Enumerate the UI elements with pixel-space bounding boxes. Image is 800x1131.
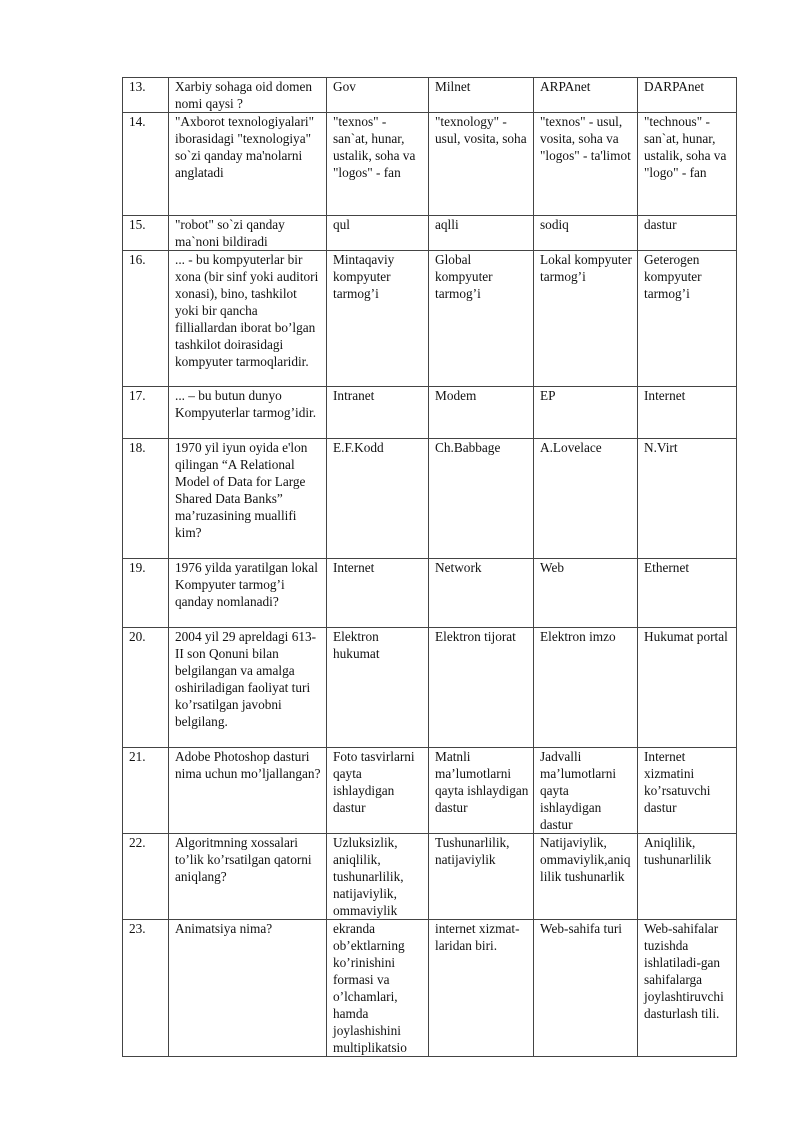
answer-d: dastur	[638, 216, 737, 251]
question-text: 2004 yil 29 apreldagi 613-II son Qonuni bilan belgilangan va amalga oshiriladigan faoliyat turi ko’rsatilgan javobni belgilang.	[169, 628, 327, 748]
answer-b: Elektron tijorat	[429, 628, 534, 748]
table-row	[123, 628, 737, 748]
answer-d: Ethernet	[638, 559, 737, 628]
question-text: "robot" so`zi qanday ma`noni bildiradi	[169, 216, 327, 251]
answer-c: EP	[534, 387, 638, 439]
answer-b: "texnology" - usul, vosita, soha	[429, 113, 534, 216]
answer-d: Hukumat portal	[638, 628, 737, 748]
question-number: 17.	[123, 387, 169, 439]
answer-a: Foto tasvirlarni qayta ishlaydigan dastur	[327, 748, 429, 834]
answer-a: "texnos" - san`at, hunar, ustalik, soha va "logos" - fan	[327, 113, 429, 216]
answer-a: Uzluksizlik, aniqlilik, tushunarlilik, natijaviylik, ommaviylik	[327, 834, 429, 920]
table-row	[123, 216, 737, 251]
answer-b: Milnet	[429, 78, 534, 113]
answer-c: Natijaviylik, ommaviylik,aniqlilik tushunarlik	[534, 834, 638, 920]
table-row	[123, 834, 737, 920]
answer-b: Ch.Babbage	[429, 439, 534, 559]
answer-a: Internet	[327, 559, 429, 628]
question-text: ... – bu butun dunyo Kompyuterlar tarmog’idir.	[169, 387, 327, 439]
table-row	[123, 113, 737, 216]
answer-a: Intranet	[327, 387, 429, 439]
answer-b: Network	[429, 559, 534, 628]
question-text: Animatsiya nima?	[169, 920, 327, 1057]
question-text: "Axborot texnologiyalari" iborasidagi "texnologiya" so`zi qanday ma'nolarni anglatadi	[169, 113, 327, 216]
answer-a: ekranda ob’ektlarning ko’rinishini formasi va o’lchamlari, hamda joylashishini multiplikatsio	[327, 920, 429, 1057]
answer-b: Matnli ma’lumotlarni qayta ishlaydigan dastur	[429, 748, 534, 834]
question-text: ... - bu kompyuterlar bir xona (bir sinf yoki auditori xonasi), bino, tashkilot yoki bir qancha filliallardan iborat bo’lgan tashkilot doirasidagi kompyuter tarmoqlaridir.	[169, 251, 327, 387]
answer-c: A.Lovelace	[534, 439, 638, 559]
table-row	[123, 439, 737, 559]
question-text: Adobe Photoshop dasturi nima uchun mo’ljallangan?	[169, 748, 327, 834]
answer-c: sodiq	[534, 216, 638, 251]
table-row	[123, 559, 737, 628]
table-row	[123, 251, 737, 387]
answer-d: "technous" - san`at, hunar, ustalik, soha va "logo" - fan	[638, 113, 737, 216]
question-number: 22.	[123, 834, 169, 920]
question-number: 19.	[123, 559, 169, 628]
answer-d: Internet	[638, 387, 737, 439]
answer-a: Gov	[327, 78, 429, 113]
answer-c: ARPAnet	[534, 78, 638, 113]
answer-c: Lokal kompyuter tarmog’i	[534, 251, 638, 387]
answer-b: internet xizmat-laridan biri.	[429, 920, 534, 1057]
answer-d: DARPAnet	[638, 78, 737, 113]
question-text: 1970 yil iyun oyida e'lon qilingan “A Relational Model of Data for Large Shared Data Banks” ma’ruzasining muallifi kim?	[169, 439, 327, 559]
answer-b: Modem	[429, 387, 534, 439]
answer-c: Jadvalli ma’lumotlarni qayta ishlaydigan dastur	[534, 748, 638, 834]
question-number: 16.	[123, 251, 169, 387]
answer-c: Elektron imzo	[534, 628, 638, 748]
quiz-table	[122, 77, 737, 1057]
answer-a: Elektron hukumat	[327, 628, 429, 748]
question-text: 1976 yilda yaratilgan lokal Kompyuter tarmog’i qanday nomlanadi?	[169, 559, 327, 628]
question-number: 14.	[123, 113, 169, 216]
question-number: 23.	[123, 920, 169, 1057]
table-row	[123, 920, 737, 1057]
question-text: Xarbiy sohaga oid domen nomi qaysi ?	[169, 78, 327, 113]
question-text: Algoritmning xossalari to’lik ko’rsatilgan qatorni aniqlang?	[169, 834, 327, 920]
answer-d: Aniqlilik, tushunarlilik	[638, 834, 737, 920]
question-number: 18.	[123, 439, 169, 559]
question-number: 21.	[123, 748, 169, 834]
answer-d: Internet xizmatini ko’rsatuvchi dastur	[638, 748, 737, 834]
table-row	[123, 78, 737, 113]
answer-a: E.F.Kodd	[327, 439, 429, 559]
answer-a: Mintaqaviy kompyuter tarmog’i	[327, 251, 429, 387]
question-number: 13.	[123, 78, 169, 113]
answer-d: Geterogen kompyuter tarmog’i	[638, 251, 737, 387]
answer-b: Tushunarlilik, natijaviylik	[429, 834, 534, 920]
answer-c: Web-sahifa turi	[534, 920, 638, 1057]
answer-c: "texnos" - usul, vosita, soha va "logos" - ta'limot	[534, 113, 638, 216]
answer-b: aqlli	[429, 216, 534, 251]
question-number: 15.	[123, 216, 169, 251]
answer-c: Web	[534, 559, 638, 628]
answer-d: Web-sahifalar tuzishda ishlatiladi-gan sahifalarga joylashtiruvchi dasturlash tili.	[638, 920, 737, 1057]
table-row	[123, 748, 737, 834]
table-row	[123, 387, 737, 439]
answer-a: qul	[327, 216, 429, 251]
question-number: 20.	[123, 628, 169, 748]
answer-d: N.Virt	[638, 439, 737, 559]
answer-b: Global kompyuter tarmog’i	[429, 251, 534, 387]
